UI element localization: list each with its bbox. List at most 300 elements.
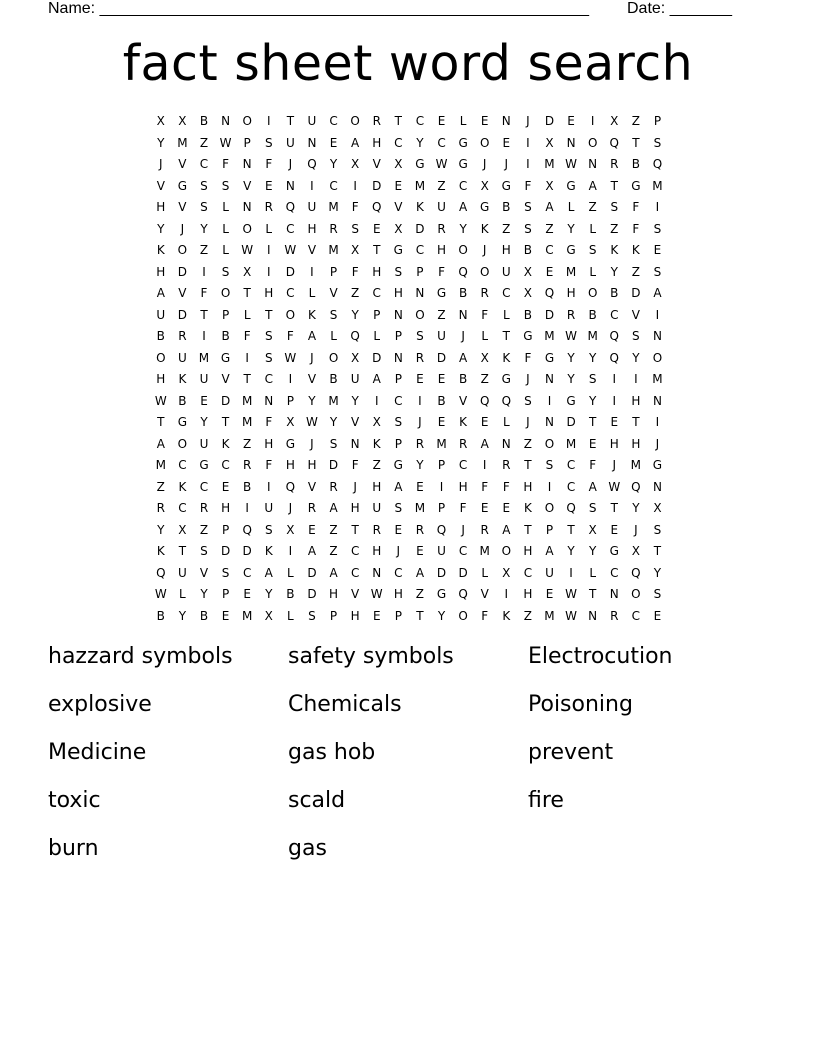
grid-cell[interactable]: C <box>415 114 425 128</box>
grid-cell[interactable]: X <box>156 114 165 128</box>
grid-cell[interactable]: B <box>588 307 597 322</box>
grid-cell[interactable]: C <box>286 286 295 300</box>
grid-cell[interactable]: L <box>459 114 467 128</box>
grid-cell[interactable]: N <box>544 415 554 429</box>
grid-cell[interactable]: O <box>544 436 555 451</box>
grid-cell[interactable]: H <box>307 221 317 236</box>
grid-cell[interactable]: Z <box>588 200 597 214</box>
grid-cell[interactable]: Q <box>479 393 490 408</box>
grid-cell[interactable]: X <box>351 157 360 171</box>
grid-cell[interactable]: C <box>545 243 554 257</box>
grid-cell[interactable]: T <box>632 415 640 429</box>
grid-cell[interactable]: A <box>480 436 489 451</box>
grid-cell[interactable]: G <box>393 243 403 257</box>
grid-cell[interactable]: R <box>480 286 489 300</box>
grid-cell[interactable]: C <box>350 544 360 558</box>
grid-cell[interactable]: A <box>653 286 662 300</box>
grid-cell[interactable]: Y <box>157 522 165 537</box>
grid-cell[interactable]: N <box>221 114 231 128</box>
grid-cell[interactable]: R <box>415 350 425 365</box>
grid-cell[interactable]: K <box>178 372 187 386</box>
grid-cell[interactable]: V <box>351 415 360 429</box>
grid-cell[interactable]: J <box>526 114 530 128</box>
grid-cell[interactable]: Z <box>156 479 165 494</box>
grid-cell[interactable]: K <box>415 200 424 214</box>
grid-cell[interactable]: C <box>523 565 533 580</box>
grid-cell[interactable]: Y <box>329 157 338 171</box>
grid-cell[interactable]: R <box>415 522 425 537</box>
grid-cell[interactable]: D <box>458 565 468 580</box>
grid-cell[interactable]: P <box>286 393 294 408</box>
grid-cell[interactable]: C <box>329 114 338 128</box>
grid-cell[interactable]: I <box>266 479 271 494</box>
grid-cell[interactable]: R <box>264 200 273 214</box>
grid-cell[interactable]: M <box>479 544 490 558</box>
grid-cell[interactable]: H <box>372 544 382 558</box>
grid-cell[interactable]: S <box>264 329 273 343</box>
grid-cell[interactable]: N <box>501 114 511 128</box>
grid-cell[interactable]: A <box>459 350 468 365</box>
grid-cell[interactable]: I <box>612 393 617 408</box>
grid-cell[interactable]: X <box>351 243 360 257</box>
grid-cell[interactable]: R <box>372 522 381 537</box>
grid-cell[interactable]: R <box>156 501 165 515</box>
grid-cell[interactable]: X <box>264 608 273 623</box>
grid-cell[interactable]: O <box>220 286 231 300</box>
grid-cell[interactable]: Y <box>178 608 187 623</box>
grid-cell[interactable]: Q <box>242 522 252 537</box>
grid-cell[interactable]: Y <box>157 221 165 236</box>
grid-cell[interactable]: J <box>310 436 314 451</box>
grid-cell[interactable]: F <box>243 329 251 343</box>
grid-cell[interactable]: D <box>220 544 231 558</box>
grid-cell[interactable]: O <box>242 221 252 236</box>
grid-cell[interactable]: H <box>393 286 403 300</box>
grid-cell[interactable]: Y <box>567 372 575 386</box>
grid-cell[interactable]: E <box>437 372 446 386</box>
grid-cell[interactable]: B <box>437 393 446 408</box>
grid-cell[interactable]: Y <box>567 350 575 365</box>
grid-cell[interactable]: F <box>524 178 532 193</box>
grid-cell[interactable]: E <box>653 608 662 623</box>
grid-cell[interactable]: G <box>501 372 511 386</box>
grid-cell[interactable]: Z <box>437 307 446 322</box>
grid-cell[interactable]: S <box>221 178 230 193</box>
grid-cell[interactable]: Y <box>351 307 359 322</box>
grid-cell[interactable]: M <box>565 436 577 451</box>
grid-cell[interactable]: Q <box>609 135 619 150</box>
grid-cell[interactable]: P <box>394 608 402 623</box>
grid-cell[interactable]: H <box>350 501 360 515</box>
grid-cell[interactable]: T <box>178 544 187 558</box>
grid-cell[interactable]: K <box>631 243 640 257</box>
grid-cell[interactable]: X <box>653 501 662 515</box>
grid-cell[interactable]: B <box>458 286 468 300</box>
grid-cell[interactable]: C <box>458 544 468 558</box>
grid-cell[interactable]: G <box>436 286 447 300</box>
grid-cell[interactable]: U <box>177 565 187 580</box>
grid-cell[interactable]: T <box>589 415 597 429</box>
grid-cell[interactable]: S <box>264 522 273 537</box>
grid-cell[interactable]: Y <box>589 393 597 408</box>
grid-cell[interactable]: S <box>588 243 597 257</box>
grid-cell[interactable]: D <box>372 350 382 365</box>
grid-cell[interactable]: A <box>307 329 317 343</box>
grid-cell[interactable]: V <box>243 178 252 193</box>
grid-cell[interactable]: U <box>156 307 166 322</box>
grid-cell[interactable]: J <box>634 522 638 537</box>
grid-cell[interactable]: L <box>243 307 251 322</box>
grid-cell[interactable]: B <box>523 243 532 257</box>
grid-cell[interactable]: S <box>416 329 424 343</box>
grid-cell[interactable]: W <box>565 157 578 171</box>
grid-cell[interactable]: S <box>200 544 208 558</box>
grid-cell[interactable]: G <box>480 200 490 214</box>
grid-cell[interactable]: I <box>310 178 314 193</box>
grid-cell[interactable]: K <box>610 243 619 257</box>
grid-cell[interactable]: G <box>458 135 468 150</box>
grid-cell[interactable]: A <box>545 544 554 558</box>
grid-cell[interactable]: Y <box>437 608 446 623</box>
grid-cell[interactable]: G <box>177 178 188 193</box>
grid-cell[interactable]: K <box>156 243 165 257</box>
grid-cell[interactable]: I <box>612 372 617 386</box>
grid-cell[interactable]: A <box>329 565 338 580</box>
grid-cell[interactable]: P <box>394 436 402 451</box>
grid-cell[interactable]: R <box>243 458 252 472</box>
grid-cell[interactable]: U <box>199 436 209 451</box>
grid-cell[interactable]: L <box>179 587 186 601</box>
grid-cell[interactable]: A <box>588 479 597 494</box>
grid-cell[interactable]: I <box>310 264 314 279</box>
grid-cell[interactable]: E <box>437 114 446 128</box>
grid-cell[interactable]: B <box>199 608 209 623</box>
grid-cell[interactable]: U <box>350 372 360 386</box>
grid-cell[interactable]: O <box>415 307 425 322</box>
grid-cell[interactable]: D <box>436 565 447 580</box>
grid-cell[interactable]: B <box>631 157 640 171</box>
grid-cell[interactable]: H <box>631 393 641 408</box>
grid-cell[interactable]: N <box>372 565 382 580</box>
grid-cell[interactable]: F <box>481 307 489 322</box>
grid-cell[interactable]: A <box>459 200 468 214</box>
grid-cell[interactable]: V <box>156 178 165 193</box>
grid-cell[interactable]: Z <box>631 114 640 128</box>
grid-cell[interactable]: C <box>199 157 209 171</box>
grid-cell[interactable]: J <box>526 415 530 429</box>
grid-cell[interactable]: N <box>415 286 425 300</box>
grid-cell[interactable]: G <box>544 350 555 365</box>
grid-cell[interactable]: B <box>502 200 511 214</box>
grid-cell[interactable]: D <box>242 544 252 558</box>
grid-cell[interactable]: Z <box>415 587 425 601</box>
grid-cell[interactable]: L <box>287 608 294 623</box>
grid-cell[interactable]: F <box>502 479 510 494</box>
grid-cell[interactable]: G <box>609 544 619 558</box>
grid-cell[interactable]: X <box>286 415 295 429</box>
grid-cell[interactable]: Z <box>480 372 489 386</box>
grid-cell[interactable]: E <box>502 501 511 515</box>
grid-cell[interactable]: I <box>418 393 422 408</box>
grid-cell[interactable]: D <box>307 587 317 601</box>
grid-cell[interactable]: G <box>415 157 425 171</box>
grid-cell[interactable]: F <box>524 350 532 365</box>
grid-cell[interactable]: V <box>459 393 468 408</box>
grid-cell[interactable]: X <box>178 522 187 537</box>
grid-cell[interactable]: C <box>415 243 425 257</box>
grid-cell[interactable]: M <box>328 393 339 408</box>
grid-cell[interactable]: B <box>156 608 165 623</box>
grid-cell[interactable]: N <box>458 307 468 322</box>
grid-cell[interactable]: J <box>159 157 163 171</box>
grid-cell[interactable]: R <box>329 221 338 236</box>
grid-cell[interactable]: N <box>588 157 598 171</box>
grid-cell[interactable]: I <box>288 544 293 558</box>
grid-cell[interactable]: A <box>351 135 360 150</box>
grid-cell[interactable]: R <box>329 479 338 494</box>
grid-cell[interactable]: R <box>178 329 187 343</box>
grid-cell[interactable]: I <box>245 501 249 515</box>
grid-cell[interactable]: D <box>544 114 555 128</box>
grid-cell[interactable]: W <box>219 135 232 150</box>
grid-cell[interactable]: U <box>372 501 382 515</box>
grid-cell[interactable]: M <box>198 350 210 365</box>
grid-cell[interactable]: S <box>394 415 403 429</box>
grid-cell[interactable]: K <box>308 307 316 322</box>
grid-cell[interactable]: S <box>653 221 662 236</box>
grid-cell[interactable]: R <box>307 501 317 515</box>
grid-cell[interactable]: F <box>632 221 640 236</box>
grid-cell[interactable]: Y <box>632 350 640 365</box>
grid-cell[interactable]: I <box>202 329 206 343</box>
grid-cell[interactable]: X <box>178 114 187 128</box>
grid-cell[interactable]: V <box>307 372 317 386</box>
grid-cell[interactable]: F <box>481 608 489 623</box>
grid-cell[interactable]: S <box>653 135 662 150</box>
grid-cell[interactable]: N <box>501 436 511 451</box>
grid-cell[interactable]: K <box>264 544 273 558</box>
grid-cell[interactable]: H <box>221 501 231 515</box>
grid-cell[interactable]: S <box>653 264 662 279</box>
grid-cell[interactable]: Z <box>329 544 338 558</box>
grid-cell[interactable]: H <box>156 372 166 386</box>
grid-cell[interactable]: H <box>372 479 382 494</box>
grid-cell[interactable]: A <box>307 544 317 558</box>
grid-cell[interactable]: V <box>631 307 640 322</box>
grid-cell[interactable]: I <box>547 479 552 494</box>
grid-cell[interactable]: G <box>631 178 641 193</box>
grid-cell[interactable]: O <box>458 608 468 623</box>
grid-cell[interactable]: Q <box>652 157 663 171</box>
grid-cell[interactable]: J <box>461 329 465 343</box>
grid-cell[interactable]: R <box>372 114 381 128</box>
grid-cell[interactable]: O <box>501 544 512 558</box>
grid-cell[interactable]: G <box>220 350 231 365</box>
grid-cell[interactable]: H <box>458 479 468 494</box>
grid-cell[interactable]: Y <box>265 587 273 601</box>
grid-cell[interactable]: L <box>308 286 316 300</box>
grid-cell[interactable]: M <box>544 608 555 623</box>
grid-cell[interactable]: M <box>177 135 188 150</box>
grid-cell[interactable]: E <box>610 415 619 429</box>
grid-cell[interactable]: K <box>523 501 532 515</box>
grid-cell[interactable]: I <box>547 393 552 408</box>
grid-cell[interactable]: X <box>480 178 489 193</box>
grid-cell[interactable]: M <box>241 393 253 408</box>
grid-cell[interactable]: P <box>221 307 230 322</box>
grid-cell[interactable]: S <box>351 221 359 236</box>
grid-cell[interactable]: P <box>373 307 381 322</box>
grid-cell[interactable]: L <box>287 565 294 580</box>
grid-cell[interactable]: W <box>370 587 383 601</box>
grid-cell[interactable]: X <box>351 350 360 365</box>
grid-cell[interactable]: J <box>353 479 357 494</box>
grid-cell[interactable]: U <box>199 372 209 386</box>
grid-cell[interactable]: I <box>655 307 660 322</box>
grid-cell[interactable]: F <box>286 329 294 343</box>
grid-cell[interactable]: L <box>222 200 229 214</box>
grid-cell[interactable]: A <box>545 200 554 214</box>
grid-cell[interactable]: C <box>458 178 468 193</box>
grid-cell[interactable]: L <box>373 329 381 343</box>
grid-cell[interactable]: H <box>372 264 382 279</box>
grid-cell[interactable]: P <box>394 329 402 343</box>
grid-cell[interactable]: H <box>264 286 274 300</box>
grid-cell[interactable]: Y <box>308 393 316 408</box>
grid-cell[interactable]: R <box>502 458 511 472</box>
grid-cell[interactable]: O <box>350 114 360 128</box>
grid-cell[interactable]: J <box>418 415 422 429</box>
grid-cell[interactable]: C <box>329 178 338 193</box>
grid-cell[interactable]: G <box>501 178 511 193</box>
grid-cell[interactable]: E <box>221 479 230 494</box>
grid-cell[interactable]: D <box>631 286 641 300</box>
grid-cell[interactable]: V <box>351 587 360 601</box>
grid-cell[interactable]: B <box>243 479 252 494</box>
grid-cell[interactable]: I <box>245 350 249 365</box>
grid-cell[interactable]: B <box>199 114 209 128</box>
grid-cell[interactable]: Z <box>199 243 209 257</box>
grid-cell[interactable]: C <box>242 565 252 580</box>
grid-cell[interactable]: G <box>285 436 296 451</box>
grid-cell[interactable]: J <box>655 436 660 451</box>
grid-cell[interactable]: M <box>414 501 426 515</box>
grid-cell[interactable]: G <box>523 329 533 343</box>
grid-cell[interactable]: E <box>610 522 619 537</box>
grid-cell[interactable]: O <box>285 307 296 322</box>
grid-cell[interactable]: R <box>199 501 209 515</box>
grid-cell[interactable]: I <box>504 587 509 601</box>
grid-cell[interactable]: Q <box>458 264 468 279</box>
grid-cell[interactable]: S <box>264 135 273 150</box>
grid-cell[interactable]: R <box>566 307 576 322</box>
grid-cell[interactable]: Y <box>567 544 575 558</box>
grid-cell[interactable]: C <box>566 458 576 472</box>
grid-cell[interactable]: S <box>524 221 532 236</box>
grid-cell[interactable]: C <box>394 565 403 580</box>
grid-cell[interactable]: G <box>436 587 447 601</box>
grid-cell[interactable]: V <box>199 565 209 580</box>
grid-cell[interactable]: G <box>199 458 209 472</box>
grid-cell[interactable]: U <box>307 114 317 128</box>
grid-cell[interactable]: Y <box>329 415 338 429</box>
grid-cell[interactable]: T <box>243 372 251 386</box>
grid-cell[interactable]: O <box>652 350 663 365</box>
grid-cell[interactable]: E <box>588 436 597 451</box>
grid-cell[interactable]: D <box>220 393 231 408</box>
grid-cell[interactable]: N <box>652 479 662 494</box>
grid-cell[interactable]: I <box>526 135 530 150</box>
grid-cell[interactable]: I <box>353 178 357 193</box>
grid-cell[interactable]: Q <box>458 587 468 601</box>
grid-cell[interactable]: D <box>372 178 382 193</box>
grid-cell[interactable]: B <box>329 372 338 386</box>
grid-cell[interactable]: Z <box>631 264 640 279</box>
grid-cell[interactable]: L <box>502 415 510 429</box>
grid-cell[interactable]: S <box>545 458 554 472</box>
grid-cell[interactable]: K <box>502 350 511 365</box>
grid-cell[interactable]: H <box>264 436 274 451</box>
grid-cell[interactable]: O <box>458 243 468 257</box>
grid-cell[interactable]: Y <box>589 544 597 558</box>
grid-cell[interactable]: E <box>394 522 403 537</box>
grid-cell[interactable]: J <box>288 501 293 515</box>
grid-cell[interactable]: I <box>266 114 271 128</box>
grid-cell[interactable]: S <box>394 501 403 515</box>
date-field[interactable]: Date: _______ <box>627 0 732 17</box>
grid-cell[interactable]: N <box>264 393 274 408</box>
grid-cell[interactable]: L <box>265 221 273 236</box>
grid-cell[interactable]: T <box>394 114 402 128</box>
grid-cell[interactable]: Y <box>200 415 208 429</box>
grid-cell[interactable]: H <box>350 608 360 623</box>
grid-cell[interactable]: D <box>415 221 425 236</box>
grid-cell[interactable]: G <box>652 458 663 472</box>
grid-cell[interactable]: I <box>634 372 638 386</box>
grid-cell[interactable]: S <box>653 522 662 537</box>
grid-cell[interactable]: C <box>631 608 641 623</box>
grid-cell[interactable]: W <box>435 157 448 171</box>
grid-cell[interactable]: G <box>566 178 576 193</box>
grid-cell[interactable]: B <box>178 393 187 408</box>
grid-cell[interactable]: J <box>396 544 401 558</box>
grid-cell[interactable]: X <box>545 178 554 193</box>
grid-cell[interactable]: I <box>569 565 573 580</box>
grid-cell[interactable]: N <box>242 200 252 214</box>
grid-cell[interactable]: Y <box>157 135 165 150</box>
grid-cell[interactable]: P <box>653 114 662 128</box>
grid-cell[interactable]: D <box>177 307 188 322</box>
grid-cell[interactable]: T <box>286 114 295 128</box>
grid-cell[interactable]: M <box>565 264 577 279</box>
grid-cell[interactable]: T <box>373 243 381 257</box>
grid-cell[interactable]: M <box>328 243 339 257</box>
grid-cell[interactable]: A <box>264 565 273 580</box>
grid-cell[interactable]: M <box>241 415 253 429</box>
grid-cell[interactable]: C <box>566 479 576 494</box>
grid-cell[interactable]: T <box>610 501 618 515</box>
grid-cell[interactable]: T <box>200 307 208 322</box>
grid-cell[interactable]: Z <box>329 522 338 537</box>
grid-cell[interactable]: T <box>265 307 273 322</box>
grid-cell[interactable]: O <box>587 286 598 300</box>
grid-cell[interactable]: N <box>652 393 662 408</box>
grid-cell[interactable]: T <box>416 608 424 623</box>
grid-cell[interactable]: J <box>461 522 465 537</box>
grid-cell[interactable]: I <box>266 243 271 257</box>
grid-cell[interactable]: V <box>221 372 230 386</box>
grid-cell[interactable]: I <box>655 415 660 429</box>
